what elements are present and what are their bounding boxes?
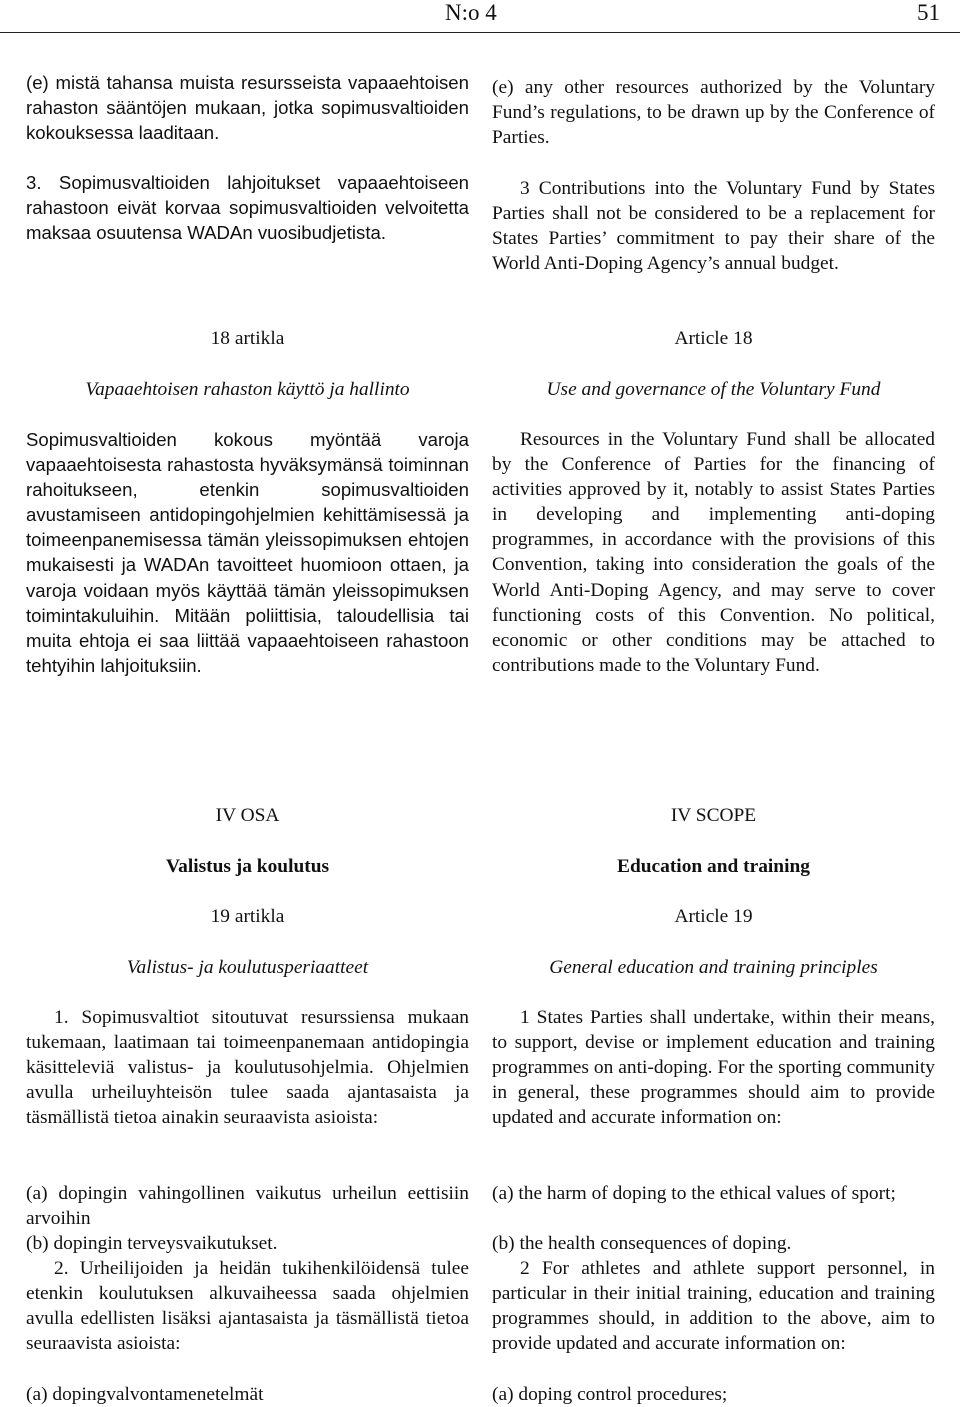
fi-article-19-para-2: 2. Urheilijoiden ja heidän tukihenkilöidensä tulee etenkin koulutuksen alkuvaiheessa saada ohjelmien avulla edellisten lisäksi ajantasaista ja täsmällistä tietoa seuraavista asioista: [26, 1258, 469, 1355]
fi-article-19-item-a: (a) dopingin vahingollinen vaikutus urheilun eettisiin arvoihin [26, 1183, 469, 1230]
fi-article-18-text: Sopimusvaltioiden kokous myöntää varoja vapaaehtoisesta rahastosta hyväksymänsä toiminnan rahoitukseen, etenkin sopimusvaltioiden avustamiseen antidopingohjelmien kehittämisessä ja toimeenpanemisessa tämän yleissopimuksen ehtojen mukaisesti ja WADAn tavoitteet huomioon ottaen, ja varoja voidaan myös käyttää tämän yleissopimuksen toimintakuluihin. Mitään poliittisia, taloudellisia tai muita ehtoja ei saa liittää vapaaehtoiseen rahastoon tehtyihin lahjoituksiin. [26, 429, 469, 676]
en-article-19-para-2: 2 For athletes and athlete support personnel, in particular in their initial training, education and training programmes should, in addition to the above, aim to provide updated and accurate information on: [492, 1258, 935, 1355]
en-article-18-text: Resources in the Voluntary Fund shall be allocated by the Conference of Parties for the financing of activities approved by it, notably to assist States Parties in developing and implementing anti-doping programmes, in accordance with the provisions of this Convention, taking into consideration the goals of the World Anti-Doping Agency, and may serve to cover functioning costs of this Convention. No political, economic or other conditions may be attached to contributions made to the Voluntary Fund. [492, 429, 935, 676]
header-rule [0, 32, 960, 33]
fi-article-18-heading: 18 artikla [210, 328, 285, 349]
en-article-19-para-1: 1 States Parties shall undertake, within their means, to support, devise or implement education and training programmes on anti-doping. For the sporting community in general, these programmes should aim to provide updated and accurate information on: [492, 1007, 935, 1129]
fi-article-19-title: Valistus- ja koulutusperiaatteet [126, 957, 369, 978]
en-part-title: Education and training [617, 856, 810, 877]
en-article-19-item-b: (b) the health consequences of doping. [492, 1233, 792, 1254]
fi-paragraph-3: 3. Sopimusvaltioiden lahjoitukset vapaaehtoiseen rahastoon eivät korvaa sopimusvaltioiden velvoitetta maksaa osuutensa WADAn vuosibudjetista. [26, 172, 469, 244]
en-paragraph-3: 3 Contributions into the Voluntary Fund by States Parties shall not be considered to be a replacement for States Parties’ commitment to pay their share of the World Anti-Doping Agency’s annual budget. [492, 178, 935, 275]
page-header [0, 0, 960, 26]
en-article-18-title: Use and governance of the Voluntary Fund [546, 379, 881, 400]
en-paragraph-e: (e) any other resources authorized by the Voluntary Fund’s regulations, to be drawn up by the Conference of Parties. [492, 77, 935, 149]
en-article-19-para-2-item-a: (a) doping control procedures; [492, 1384, 728, 1405]
fi-article-19-heading: 19 artikla [210, 906, 285, 927]
fi-article-18-title: Vapaaehtoisen rahaston käyttö ja hallinto [85, 379, 410, 400]
fi-article-19-item-b: (b) dopingin terveysvaikutukset. [26, 1233, 278, 1254]
issue-number: N:o 4 [445, 0, 497, 25]
en-article-19-item-a: (a) the harm of doping to the ethical values of sport; [492, 1183, 896, 1204]
fi-part-title: Valistus ja koulutus [165, 856, 330, 877]
fi-article-19-para-2-item-a: (a) dopingvalvontamenetelmät [26, 1384, 264, 1405]
en-article-19-heading: Article 19 [674, 906, 753, 927]
en-article-18-heading: Article 18 [674, 328, 753, 349]
en-article-19-title: General education and training principles [549, 957, 878, 978]
en-part-heading: IV SCOPE [670, 805, 757, 826]
fi-part-heading: IV OSA [215, 805, 280, 826]
page-number: 51 [917, 0, 940, 25]
fi-paragraph-e: (e) mistä tahansa muista resursseista vapaaehtoisen rahaston sääntöjen mukaan, jotka sopimusvaltioiden kokouksessa laaditaan. [26, 72, 469, 144]
fi-article-19-para-1: 1. Sopimusvaltiot sitoutuvat resurssiensa mukaan tukemaan, laatimaan tai toimeenpanemaan antidopingia käsitteleviä valistus- ja koulutusohjelmia. Ohjelmien avulla urheiluyhteisön tulee saada ajantasaista ja täsmällistä tietoa ainakin seuraavista asioista: [26, 1007, 469, 1129]
